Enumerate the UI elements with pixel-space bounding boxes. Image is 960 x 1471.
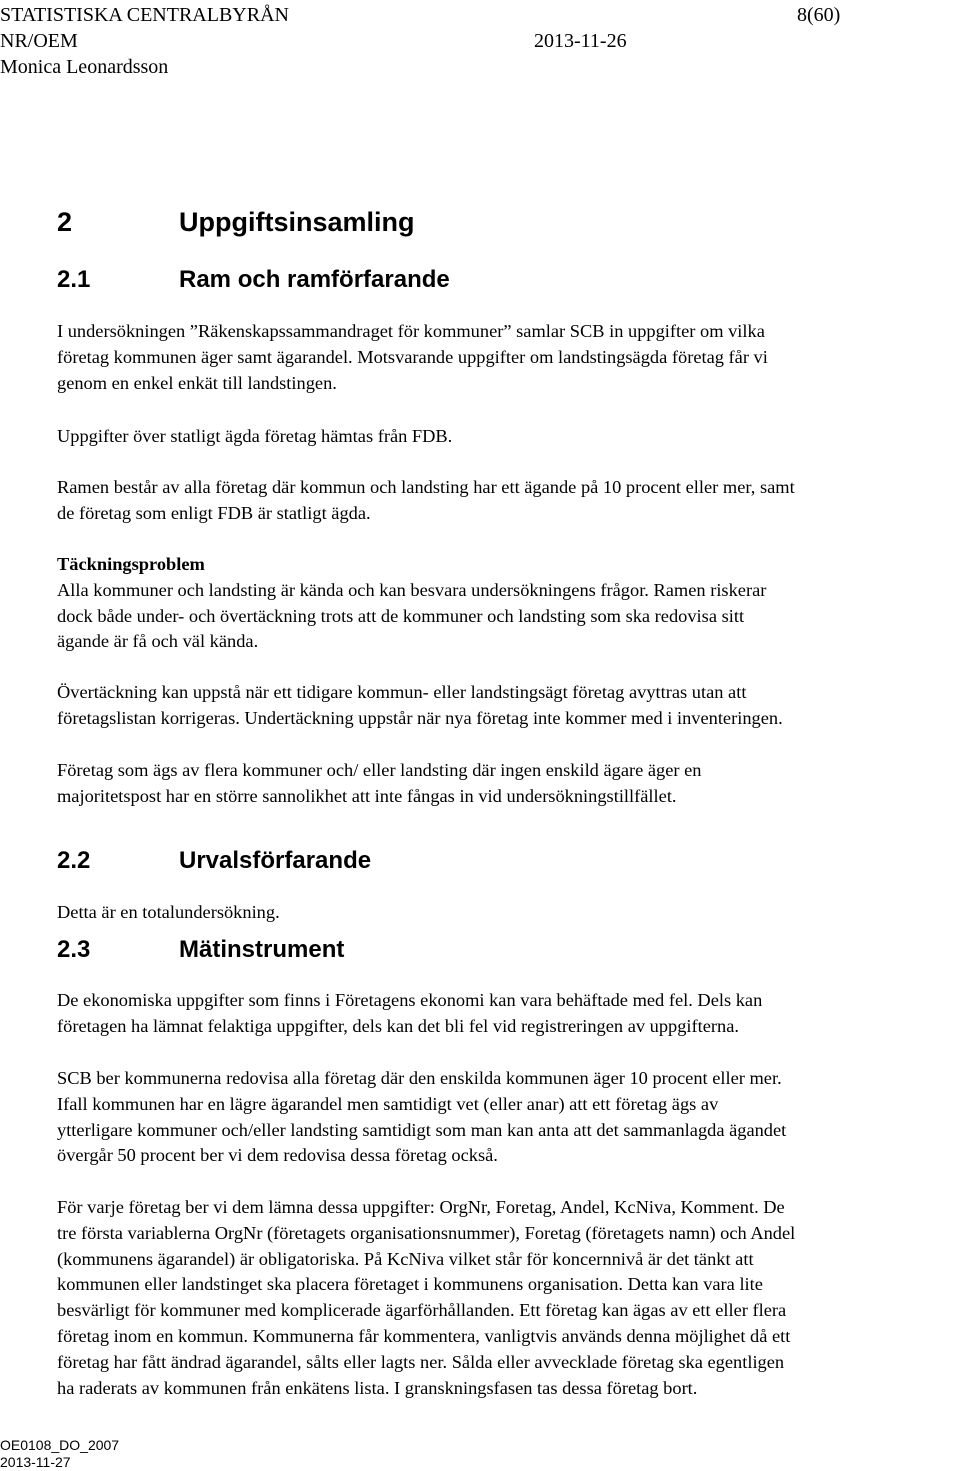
subsection-title: Mätinstrument [179, 936, 345, 963]
paragraph [57, 988, 957, 1040]
subsection-number: 2.3 [57, 936, 91, 963]
text-line: företagen ha lämnat felaktiga uppgifter, dels kan det bli fel vid registreringen av uppgifterna. [57, 1015, 740, 1036]
text-line: företag inom en kommun. Kommunerna får kommentera, vanligtvis används denna möjlighet då ett [57, 1325, 791, 1346]
paragraph [57, 680, 957, 732]
text-line: företagslistan korrigeras. Undertäckning uppstår när nya företag inte kommer med i inventeringen. [57, 707, 783, 728]
text-line: ha raderats av kommunen från enkätens lista. I granskningsfasen tas dessa företag bort. [57, 1377, 698, 1398]
section-number: 2 [57, 207, 73, 237]
header-page-number: 8(60) [797, 4, 841, 26]
paragraph [57, 319, 957, 396]
paragraph [57, 758, 957, 810]
subsection-heading [57, 846, 857, 876]
section-heading [57, 206, 857, 238]
subsection-heading [57, 935, 857, 965]
paragraph [57, 475, 957, 527]
text-line: företag har fått ändrad ägarandel, sålts eller lagts ner. Sålda eller avvecklade företag ska egentligen [57, 1351, 785, 1372]
header-unit: NR/OEM [0, 30, 78, 52]
text-line: I undersökningen ”Räkenskapssammandraget för kommuner” samlar SCB in uppgifter om vilka [57, 321, 765, 341]
paragraph-subheading: Täckningsproblem [57, 554, 205, 574]
paragraph [57, 1195, 957, 1401]
text-line: SCB ber kommunerna redovisa alla företag där den enskilda kommunen äger 10 procent eller mer. [57, 1068, 782, 1088]
text-line: majoritetspost har en större sannolikhet att inte fångas in vid undersökningstillfället. [57, 785, 677, 806]
header-author: Monica Leonardsson [0, 56, 169, 78]
footer-date: 2013-11-27 [0, 1454, 71, 1470]
text-line: övergår 50 procent ber vi dem redovisa dessa företag också. [57, 1145, 498, 1166]
subsection-title: Ram och ramförfarande [179, 266, 450, 293]
text-line: Detta är en totalundersökning. [57, 902, 280, 922]
text-line: företag kommunen äger samt ägarandel. Motsvarande uppgifter om landstingsägda företag får vi [57, 346, 768, 367]
paragraph [57, 900, 957, 926]
subsection-title: Urvalsförfarande [179, 847, 372, 874]
text-line: Uppgifter över statligt ägda företag hämtas från FDB. [57, 426, 453, 446]
text-line: Övertäckning kan uppstå när ett tidigare kommun- eller landstingsägt företag avyttras utan att [57, 682, 747, 702]
subsection-heading [57, 265, 857, 295]
text-line: besvärligt för kommuner med komplicerade ägarförhållanden. Ett företag kan ägas av ett eller flera [57, 1300, 787, 1321]
header-date: 2013-11-26 [534, 30, 627, 52]
text-line: ägande är få och väl kända. [57, 631, 259, 652]
section-title: Uppgiftsinsamling [179, 207, 415, 237]
text-line: Ramen består av alla företag där kommun och landsting har ett ägande på 10 procent eller mer, samt [57, 477, 795, 497]
text-line: ytterligare kommuner och/eller landsting samtidigt som man kan anta att det sammanlagda ägandet [57, 1119, 787, 1140]
text-line: genom en enkel enkät till landstingen. [57, 372, 337, 393]
text-line: dock både under- och övertäckning trots att de kommuner och landsting som ska redovisa sitt [57, 605, 745, 626]
footer-doc-id: OE0108_DO_2007 [0, 1437, 120, 1453]
text-line: Ifall kommunen har en lägre ägarandel men samtidigt vet (eller anar) att ett företag ägs av [57, 1093, 719, 1114]
text-line: Företag som ägs av flera kommuner och/ eller landsting där ingen enskild ägare äger en [57, 760, 702, 780]
text-line: kommunen eller landstinget ska placera företaget i kommunens organisation. Detta kan vara lite [57, 1274, 763, 1295]
text-line: De ekonomiska uppgifter som finns i Företagens ekonomi kan vara behäftade med fel. Dels kan [57, 990, 763, 1010]
text-line: tre första variablerna OrgNr (företagets organisationsnummer), Foretag (företagets namn) och Andel [57, 1222, 796, 1243]
text-line: Alla kommuner och landsting är kända och kan besvara undersökningens frågor. Ramen riskerar [57, 579, 767, 600]
header-org: STATISTISKA CENTRALBYRÅN [0, 4, 289, 26]
paragraph [57, 552, 957, 655]
paragraph [57, 424, 957, 450]
paragraph [57, 1066, 957, 1169]
text-line: (kommunens ägarandel) är obligatoriska. På KcNiva vilket står för koncernnivå är det tänkt att [57, 1248, 754, 1269]
subsection-number: 2.2 [57, 847, 91, 874]
text-line: För varje företag ber vi dem lämna dessa uppgifter: OrgNr, Foretag, Andel, KcNiva, Komment. De [57, 1197, 785, 1217]
text-line: de företag som enligt FDB är statligt ägda. [57, 502, 371, 523]
subsection-number: 2.1 [57, 266, 91, 293]
